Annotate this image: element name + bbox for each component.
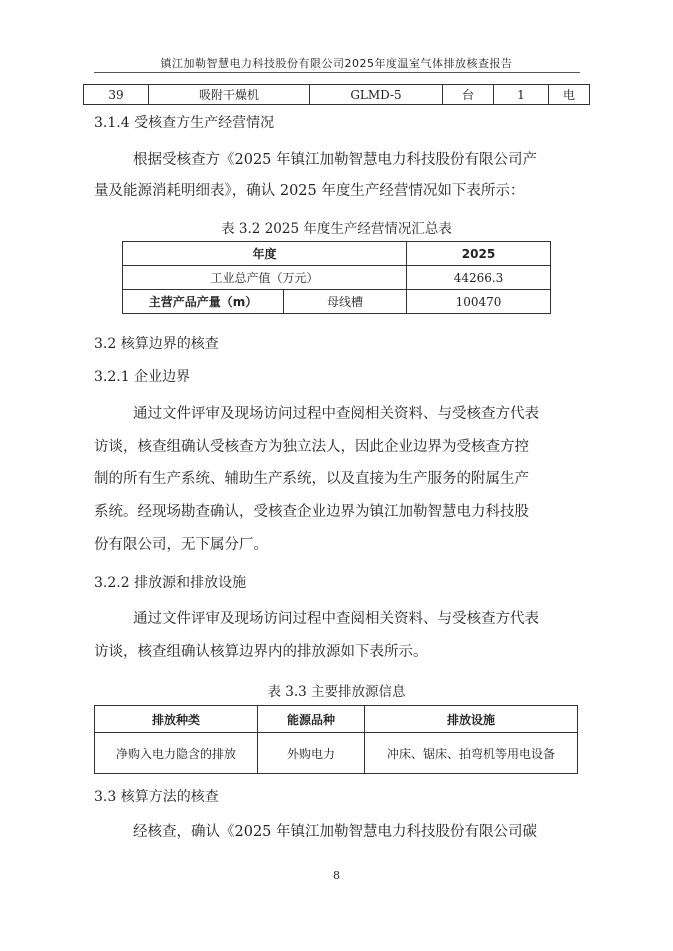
paragraph-line: 通过文件评审及现场访问过程中查阅相关资料、与受核查方代表 [133, 406, 539, 422]
emission-source-table [94, 705, 578, 774]
header-2025: 2025 [407, 242, 551, 266]
cell-model: GLMD-5 [310, 85, 443, 105]
paragraph-line: 系统。经现场勘查确认，受核查企业边界为镇江加勒智慧电力科技股 [94, 504, 529, 520]
paragraph-line: 经核查，确认《2025 年镇江加勒智慧电力科技股份有限公司碳 [133, 824, 538, 840]
table-row [123, 266, 551, 290]
section-3-3-title: 3.3 核算方法的核查 [94, 789, 219, 805]
cell-unit: 台 [443, 85, 494, 105]
cell-no: 39 [84, 85, 149, 105]
table-row [84, 85, 590, 105]
cell-value: 100470 [407, 290, 551, 314]
paragraph-line: 通过文件评审及现场访问过程中查阅相关资料、与受核查方代表 [133, 611, 539, 627]
section-3-2-title: 3.2 核算边界的核查 [94, 336, 219, 352]
paragraph-line: 量及能源消耗明细表》，确认 2025 年度生产经营情况如下表所示： [94, 183, 525, 199]
header-energy-type: 能源品种 [258, 706, 365, 733]
paragraph-line: 制的所有生产系统、辅助生产系统，以及直接为生产服务的附属生产 [94, 471, 529, 487]
paragraph-line: 访谈，核查组确认受核查方为独立法人，因此企业边界为受核查方控 [94, 439, 529, 455]
paragraph-line: 份有限公司，无下属分厂。 [94, 537, 268, 553]
table-row [95, 706, 578, 733]
cell-emission-type: 净购入电力隐含的排放 [95, 733, 258, 774]
table-row [123, 290, 551, 314]
cell-qty: 1 [494, 85, 549, 105]
header-rule [94, 72, 580, 73]
header-emission-type: 排放种类 [95, 706, 258, 733]
cell-label: 主营产品产量（m） [123, 290, 284, 314]
table-3-3-caption: 表 3.3 主要排放源信息 [267, 684, 406, 700]
table-row [95, 733, 578, 774]
section-3-1-4-title: 3.1.4 受核查方生产经营情况 [94, 115, 275, 131]
production-summary-table [122, 241, 551, 314]
cell-value: 44266.3 [407, 266, 551, 290]
cell-name: 吸附干燥机 [149, 85, 310, 105]
running-header: 镇江加勒智慧电力科技股份有限公司2025年度温室气体排放核查报告 [160, 57, 513, 70]
header-facility: 排放设施 [365, 706, 578, 733]
cell-facility: 冲床、锯床、拍弯机等用电设备 [365, 733, 578, 774]
table-row [123, 242, 551, 266]
cell-product: 母线槽 [284, 290, 407, 314]
page-number: 8 [333, 869, 340, 882]
header-year: 年度 [123, 242, 407, 266]
cell-label: 工业总产值（万元） [123, 266, 407, 290]
equipment-table-fragment [83, 84, 590, 105]
paragraph-line: 访谈，核查组确认核算边界内的排放源如下表所示。 [94, 644, 428, 660]
cell-energy-type: 外购电力 [258, 733, 365, 774]
paragraph-line: 根据受核查方《2025 年镇江加勒智慧电力科技股份有限公司产 [133, 152, 538, 168]
section-3-2-1-title: 3.2.1 企业边界 [94, 369, 191, 385]
cell-energy: 电 [549, 85, 590, 105]
section-3-2-2-title: 3.2.2 排放源和排放设施 [94, 575, 247, 591]
table-3-2-caption: 表 3.2 2025 年度生产经营情况汇总表 [221, 221, 452, 237]
